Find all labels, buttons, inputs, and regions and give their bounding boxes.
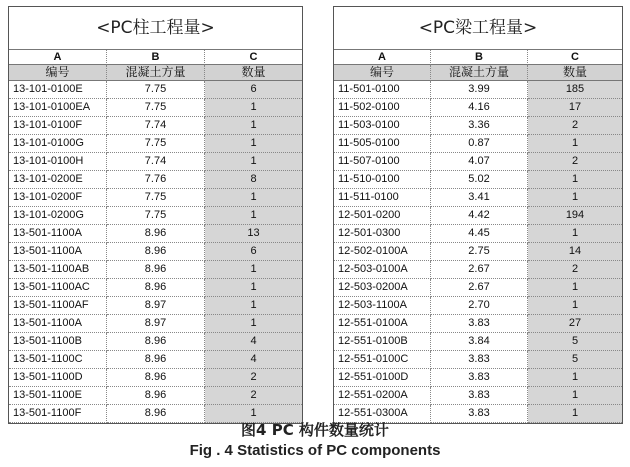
cell-concrete-volume[interactable]: 7.75 [107,207,205,225]
cell-id[interactable]: 13-101-0100EA [9,99,107,117]
cell-concrete-volume[interactable]: 7.75 [107,189,205,207]
cell-concrete-volume[interactable]: 8.96 [107,387,205,405]
cell-concrete-volume[interactable]: 2.67 [431,279,528,297]
cell-concrete-volume[interactable]: 7.74 [107,153,205,171]
cell-concrete-volume[interactable]: 8.96 [107,333,205,351]
cell-id[interactable]: 13-101-0100F [9,117,107,135]
cell-id[interactable]: 13-501-1100A [9,315,107,333]
cell-concrete-volume[interactable]: 8.96 [107,225,205,243]
cell-concrete-volume[interactable]: 7.76 [107,171,205,189]
cell-quantity[interactable]: 2 [528,261,622,279]
cell-quantity[interactable]: 1 [205,117,302,135]
cell-concrete-volume[interactable]: 4.07 [431,153,528,171]
cell-quantity[interactable]: 2 [528,153,622,171]
cell-id[interactable]: 13-501-1100AC [9,279,107,297]
column-letter-header: C [528,50,622,65]
cell-quantity[interactable]: 1 [205,405,302,423]
cell-quantity[interactable]: 27 [528,315,622,333]
cell-quantity[interactable]: 1 [528,225,622,243]
cell-quantity[interactable]: 1 [528,135,622,153]
column-letter-header: C [205,50,302,65]
cell-concrete-volume[interactable]: 8.96 [107,351,205,369]
cell-quantity[interactable]: 1 [205,261,302,279]
cell-id[interactable]: 13-501-1100E [9,387,107,405]
cell-quantity[interactable]: 2 [528,117,622,135]
cell-id[interactable]: 13-501-1100D [9,369,107,387]
cell-id[interactable]: 13-501-1100AF [9,297,107,315]
cell-concrete-volume[interactable]: 5.02 [431,171,528,189]
cell-id[interactable]: 12-501-0300 [334,225,431,243]
cell-concrete-volume[interactable]: 8.96 [107,279,205,297]
cell-quantity[interactable]: 1 [205,189,302,207]
cell-id[interactable]: 13-101-0200F [9,189,107,207]
cell-concrete-volume[interactable]: 7.75 [107,81,205,99]
cell-quantity[interactable]: 1 [528,369,622,387]
cell-quantity[interactable]: 14 [528,243,622,261]
cell-id[interactable]: 12-503-0200A [334,279,431,297]
cell-concrete-volume[interactable]: 3.84 [431,333,528,351]
column-letter-header: A [334,50,431,65]
cell-id[interactable]: 12-551-0100A [334,315,431,333]
cell-id[interactable]: 12-502-0100A [334,243,431,261]
column-letter-header: A [9,50,107,65]
cell-quantity[interactable]: 1 [528,387,622,405]
cell-concrete-volume[interactable]: 2.67 [431,261,528,279]
cell-concrete-volume[interactable]: 3.83 [431,405,528,423]
column-name-header: 混凝土方量 [431,65,528,81]
cell-id[interactable]: 13-501-1100A [9,225,107,243]
cell-concrete-volume[interactable]: 8.96 [107,369,205,387]
cell-quantity[interactable]: 4 [205,333,302,351]
cell-quantity[interactable]: 1 [205,135,302,153]
cell-quantity[interactable]: 8 [205,171,302,189]
cell-quantity[interactable]: 1 [205,99,302,117]
cell-concrete-volume[interactable]: 7.75 [107,135,205,153]
cell-quantity[interactable]: 2 [205,369,302,387]
cell-quantity[interactable]: 194 [528,207,622,225]
cell-quantity[interactable]: 1 [205,297,302,315]
cell-quantity[interactable]: 1 [528,189,622,207]
cell-id[interactable]: 11-507-0100 [334,153,431,171]
cell-concrete-volume[interactable]: 4.45 [431,225,528,243]
cell-concrete-volume[interactable]: 3.83 [431,351,528,369]
column-name-header: 数量 [205,65,302,81]
cell-quantity[interactable]: 1 [528,405,622,423]
cell-id[interactable]: 13-501-1100A [9,243,107,261]
cell-quantity[interactable]: 1 [205,279,302,297]
cell-quantity[interactable]: 1 [205,207,302,225]
schedule-title: <PC柱工程量> [9,7,302,50]
cell-concrete-volume[interactable]: 3.83 [431,369,528,387]
cell-id[interactable]: 13-101-0100G [9,135,107,153]
cell-concrete-volume[interactable]: 3.41 [431,189,528,207]
schedule-grid [334,50,622,423]
cell-id[interactable]: 11-501-0100 [334,81,431,99]
cell-id[interactable]: 12-503-1100A [334,297,431,315]
cell-id[interactable]: 12-501-0200 [334,207,431,225]
cell-id[interactable]: 12-551-0200A [334,387,431,405]
cell-quantity[interactable]: 5 [528,351,622,369]
cell-id[interactable]: 11-503-0100 [334,117,431,135]
cell-id[interactable]: 11-510-0100 [334,171,431,189]
cell-concrete-volume[interactable]: 7.75 [107,99,205,117]
cell-id[interactable]: 13-101-0200E [9,171,107,189]
schedule-grid [9,50,302,423]
cell-id[interactable]: 12-503-0100A [334,261,431,279]
cell-concrete-volume[interactable]: 8.96 [107,405,205,423]
cell-quantity[interactable]: 2 [205,387,302,405]
cell-concrete-volume[interactable]: 8.97 [107,315,205,333]
cell-quantity[interactable]: 1 [528,279,622,297]
cell-concrete-volume[interactable]: 3.83 [431,387,528,405]
column-name-header: 编号 [9,65,107,81]
figure-caption-chinese: 图4 PC 构件数量统计 [241,421,389,439]
cell-quantity[interactable]: 185 [528,81,622,99]
cell-id[interactable]: 12-551-0300A [334,405,431,423]
column-name-header: 数量 [528,65,622,81]
column-letter-header: B [431,50,528,65]
cell-id[interactable]: 13-501-1100F [9,405,107,423]
pc-column-schedule [8,6,303,424]
pc-beam-schedule [333,6,623,424]
cell-quantity[interactable]: 4 [205,351,302,369]
cell-quantity[interactable]: 13 [205,225,302,243]
cell-id[interactable]: 12-551-0100B [334,333,431,351]
cell-quantity[interactable]: 17 [528,99,622,117]
cell-id[interactable]: 12-551-0100C [334,351,431,369]
column-name-header: 编号 [334,65,431,81]
cell-concrete-volume[interactable]: 7.74 [107,117,205,135]
cell-concrete-volume[interactable]: 4.42 [431,207,528,225]
cell-concrete-volume[interactable]: 3.36 [431,117,528,135]
cell-concrete-volume[interactable]: 3.83 [431,315,528,333]
column-letter-header: B [107,50,205,65]
cell-concrete-volume[interactable]: 8.97 [107,297,205,315]
cell-id[interactable]: 11-502-0100 [334,99,431,117]
cell-quantity[interactable]: 1 [528,171,622,189]
cell-id[interactable]: 13-501-1100C [9,351,107,369]
cell-quantity[interactable]: 1 [205,315,302,333]
cell-quantity[interactable]: 1 [205,153,302,171]
cell-id[interactable]: 12-551-0100D [334,369,431,387]
figure-caption-english: Fig . 4 Statistics of PC components [189,442,441,459]
cell-quantity[interactable]: 6 [205,243,302,261]
cell-concrete-volume[interactable]: 4.16 [431,99,528,117]
cell-quantity[interactable]: 6 [205,81,302,99]
column-name-header: 混凝土方量 [107,65,205,81]
cell-concrete-volume[interactable]: 2.70 [431,297,528,315]
schedule-title: <PC梁工程量> [334,7,622,50]
cell-concrete-volume[interactable]: 3.99 [431,81,528,99]
cell-id[interactable]: 13-101-0100E [9,81,107,99]
cell-id[interactable]: 11-511-0100 [334,189,431,207]
cell-id[interactable]: 11-505-0100 [334,135,431,153]
cell-concrete-volume[interactable]: 8.96 [107,243,205,261]
cell-id[interactable]: 13-101-0100H [9,153,107,171]
cell-id[interactable]: 13-501-1100AB [9,261,107,279]
cell-concrete-volume[interactable]: 8.96 [107,261,205,279]
cell-quantity[interactable]: 5 [528,333,622,351]
cell-concrete-volume[interactable]: 2.75 [431,243,528,261]
cell-quantity[interactable]: 1 [528,297,622,315]
cell-id[interactable]: 13-501-1100B [9,333,107,351]
cell-id[interactable]: 13-101-0200G [9,207,107,225]
cell-concrete-volume[interactable]: 0.87 [431,135,528,153]
